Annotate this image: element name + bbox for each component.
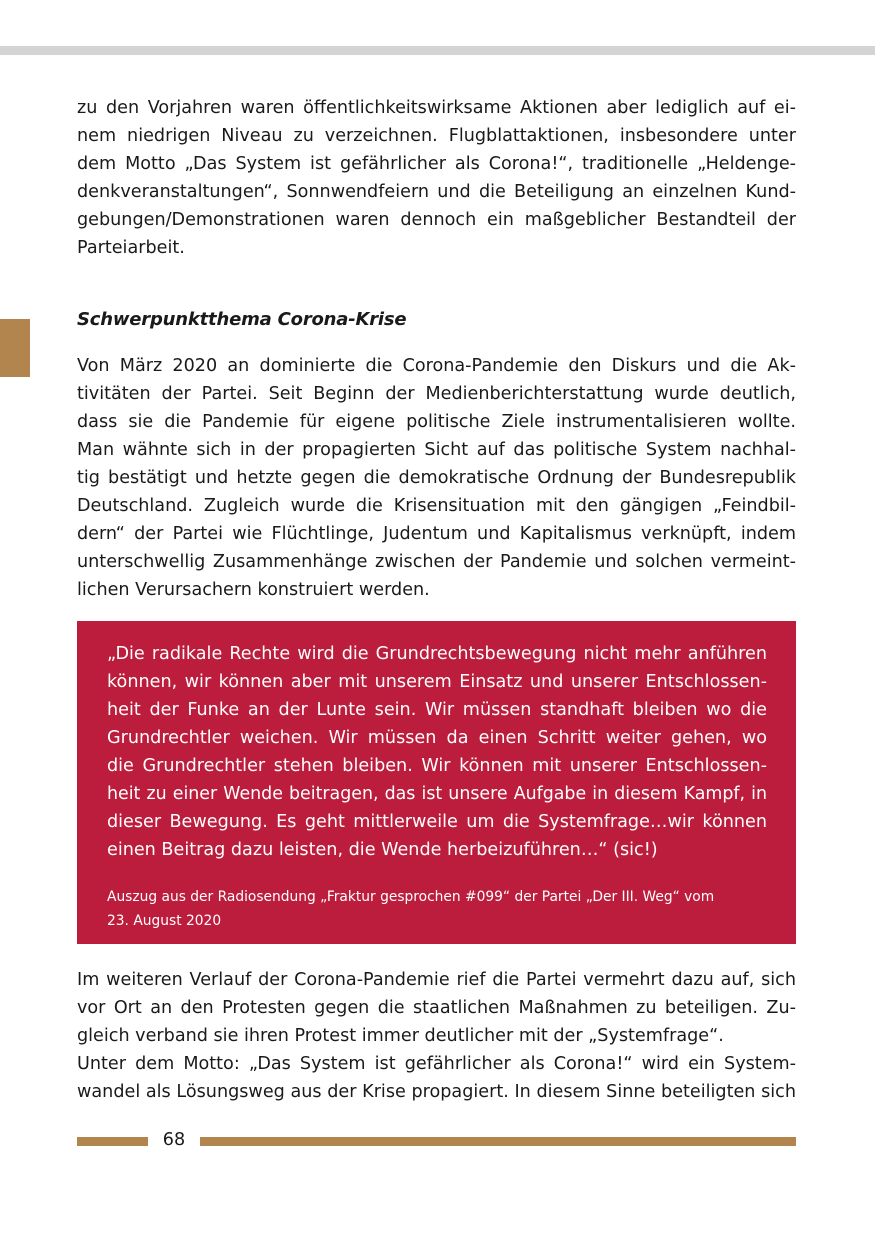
text-line: Im weiteren Verlauf der Corona-Pandemie rief die Partei vermehrt dazu auf, sich xyxy=(77,970,796,990)
quote-source xyxy=(107,885,777,933)
text-line: dem Motto „Das System ist gefährlicher als Corona!“, traditionelle „Heldenge- xyxy=(77,154,796,174)
text-line: Unter dem Motto: „Das System ist gefährlicher als Corona!“ wird ein System- xyxy=(77,1054,796,1074)
paragraph-3 xyxy=(77,966,796,1106)
text-line: Von März 2020 an dominierte die Corona-Pandemie den Diskurs und die Ak- xyxy=(77,356,796,376)
quote-box xyxy=(77,621,796,944)
text-line: denkveranstaltungen“, Sonnwendfeiern und die Beteiligung an einzelnen Kund- xyxy=(77,182,796,202)
paragraph-2 xyxy=(77,352,796,604)
quote-line: „Die radikale Rechte wird die Grundrechtsbewegung nicht mehr anführen xyxy=(107,644,767,664)
quote-line: können, wir können aber mit unserem Einsatz und unserer Entschlossen- xyxy=(107,672,767,692)
section-heading: Schwerpunktthema Corona-Krise xyxy=(77,309,407,330)
text-line: tig bestätigt und hetzte gegen die demokratische Ordnung der Bundesrepublik xyxy=(77,468,796,488)
page-number: 68 xyxy=(162,1130,186,1150)
text-line: unterschwellig Zusammenhänge zwischen der Pandemie und solchen vermeint- xyxy=(77,552,796,572)
quote-line: heit der Funke an der Lunte sein. Wir müssen standhaft bleiben wo die xyxy=(107,700,767,720)
quote-line: dieser Bewegung. Es geht mittlerweile um die Systemfrage…wir können xyxy=(107,812,767,832)
text-line: Man wähnte sich in der propagierten Sicht auf das politische System nachhal- xyxy=(77,440,796,460)
text-line: wandel als Lösungsweg aus der Krise propagiert. In diesem Sinne beteiligten sich xyxy=(77,1082,796,1102)
footer-rule-right xyxy=(200,1137,796,1146)
source-line: Auszug aus der Radiosendung „Fraktur gesprochen #099“ der Partei „Der III. Weg“ vom xyxy=(107,889,715,905)
quote-line: die Grundrechtler stehen bleiben. Wir können mit unserer Entschlossen- xyxy=(107,756,767,776)
text-line: dern“ der Partei wie Flüchtlinge, Judentum und Kapitalismus verknüpft, indem xyxy=(77,524,796,544)
top-rule xyxy=(0,46,875,55)
source-line: 23. August 2020 xyxy=(107,913,222,929)
text-line: dass sie die Pandemie für eigene politische Ziele instrumentalisieren wollte. xyxy=(77,412,796,432)
paragraph-1 xyxy=(77,94,796,262)
text-line: gebungen/Demonstrationen waren dennoch ein maßgeblicher Bestandteil der xyxy=(77,210,796,230)
quote-line: heit zu einer Wende beitragen, das ist unsere Aufgabe in diesem Kampf, in xyxy=(107,784,767,804)
chapter-side-tab xyxy=(0,319,30,377)
text-line: tivitäten der Partei. Seit Beginn der Medienberichterstattung wurde deutlich, xyxy=(77,384,796,404)
text-line: vor Ort an den Protesten gegen die staatlichen Maßnahmen zu beteiligen. Zu- xyxy=(77,998,796,1018)
text-line: gleich verband sie ihren Protest immer deutlicher mit der „Systemfrage“. xyxy=(77,1026,724,1046)
footer-rule-left xyxy=(77,1137,148,1146)
quote-line: einen Beitrag dazu leisten, die Wende herbeizuführen…“ (sic!) xyxy=(107,840,658,860)
text-line: Parteiarbeit. xyxy=(77,238,185,258)
quote-line: Grundrechtler weichen. Wir müssen da einen Schritt weiter gehen, wo xyxy=(107,728,767,748)
text-line: zu den Vorjahren waren öffentlichkeitswirksame Aktionen aber lediglich auf ei- xyxy=(77,98,796,118)
text-line: nem niedrigen Niveau zu verzeichnen. Flugblattaktionen, insbesondere unter xyxy=(77,126,796,146)
text-line: lichen Verursachern konstruiert werden. xyxy=(77,580,430,600)
quote-text xyxy=(107,640,767,864)
text-line: Deutschland. Zugleich wurde die Krisensituation mit den gängigen „Feindbil- xyxy=(77,496,796,516)
